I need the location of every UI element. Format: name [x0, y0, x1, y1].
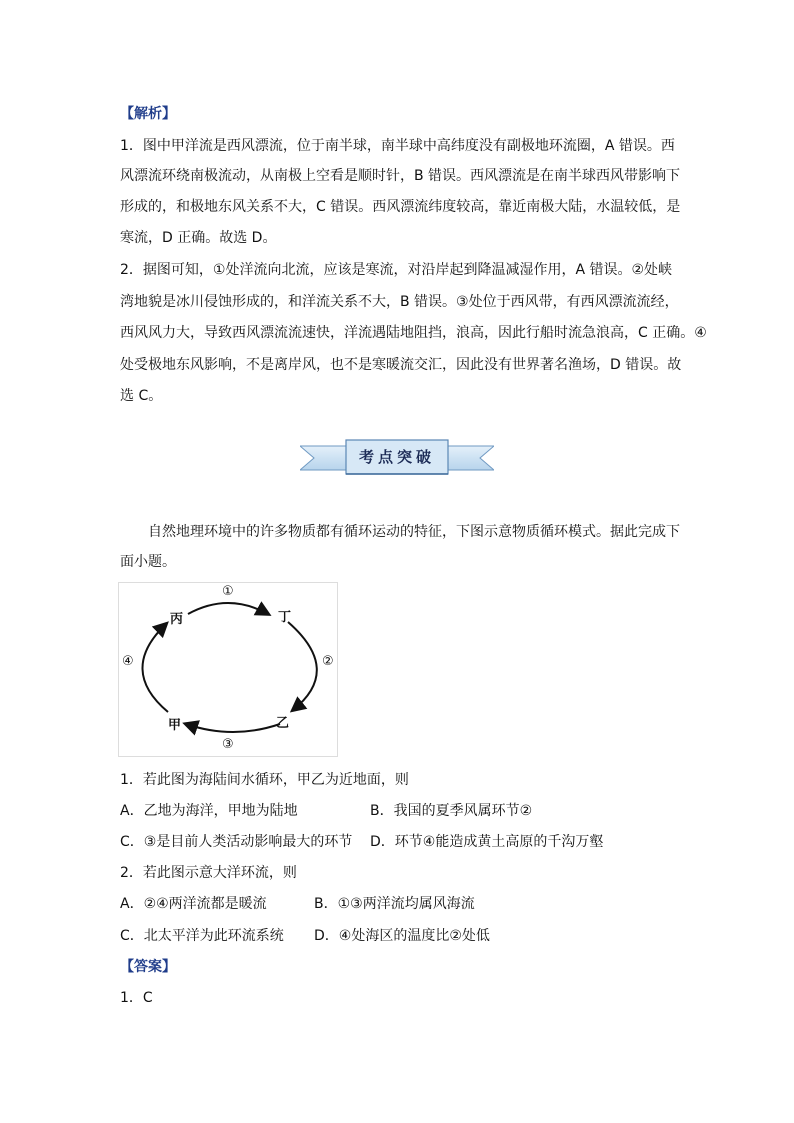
node-ding: 丁 — [278, 610, 292, 625]
cycle-diagram — [118, 582, 338, 757]
analysis-heading: 【解析】 — [120, 106, 176, 122]
marker-right: ② — [322, 654, 334, 669]
answer-line: 1．C — [120, 990, 153, 1006]
banner-text: 考点突破 — [358, 448, 435, 466]
intro-line: 面小题。 — [120, 554, 176, 570]
flow-arc-right — [288, 622, 317, 710]
q1-option-a: A．乙地为海洋，甲地为陆地 — [120, 803, 298, 819]
q2-option-c: C．北太平洋为此环流系统 — [120, 928, 284, 944]
flow-arc-top — [188, 603, 268, 614]
analysis-line: 西风风力大，导致西风漂流流速快，洋流遇陆地阻挡，浪高，因此行船时流急浪高，C 正确。④ — [120, 325, 707, 341]
question-1-stem: 1．若此图为海陆间水循环，甲乙为近地面，则 — [120, 772, 409, 788]
section-banner — [300, 438, 494, 476]
q1-option-c: C．③是目前人类活动影响最大的环节 — [120, 834, 353, 850]
analysis-line: 形成的，和极地东风关系不大，C 错误。西风漂流纬度较高，靠近南极大陆，水温较低，是 — [120, 199, 681, 215]
analysis-line: 选 C。 — [120, 388, 163, 404]
q2-option-d: D．④处海区的温度比②处低 — [314, 928, 490, 944]
diagram-frame — [119, 583, 338, 757]
node-jia: 甲 — [168, 718, 182, 733]
answer-heading: 【答案】 — [120, 959, 176, 975]
analysis-line: 湾地貌是冰川侵蚀形成的，和洋流关系不大，B 错误。③处位于西风带，有西风漂流流经， — [120, 294, 679, 310]
flow-arc-left — [142, 624, 168, 712]
marker-top: ① — [222, 584, 234, 599]
q2-option-a: A．②④两洋流都是暖流 — [120, 896, 267, 912]
q2-option-b: B．①③两洋流均属风海流 — [314, 896, 475, 912]
q1-option-b: B．我国的夏季风属环节② — [370, 803, 533, 819]
analysis-line: 风漂流环绕南极流动，从南极上空看是顺时针，B 错误。西风漂流是在南半球西风带影响下 — [120, 168, 681, 184]
node-bing: 丙 — [170, 612, 184, 627]
analysis-line: 2．据图可知，①处洋流向北流，应该是寒流，对沿岸起到降温减湿作用，A 错误。②处峡 — [120, 262, 673, 278]
analysis-line: 1．图中甲洋流是西风漂流，位于南半球，南半球中高纬度没有副极地环流圈，A 错误。西 — [120, 138, 675, 154]
marker-left: ④ — [122, 654, 134, 669]
question-2-stem: 2．若此图示意大洋环流，则 — [120, 865, 297, 881]
flow-arc-bottom — [186, 724, 280, 732]
analysis-line: 处受极地东风影响，不是离岸风，也不是寒暖流交汇，因此没有世界著名渔场，D 错误。故 — [120, 357, 682, 373]
cycle-ellipse-svg — [118, 582, 338, 757]
marker-bottom: ③ — [222, 737, 234, 752]
q1-option-d: D．环节④能造成黄土高原的千沟万壑 — [370, 834, 604, 850]
node-yi: 乙 — [276, 716, 290, 731]
intro-line: 自然地理环境中的许多物质都有循环运动的特征，下图示意物质循环模式。据此完成下 — [148, 524, 680, 540]
analysis-line: 寒流，D 正确。故选 D。 — [120, 230, 277, 246]
